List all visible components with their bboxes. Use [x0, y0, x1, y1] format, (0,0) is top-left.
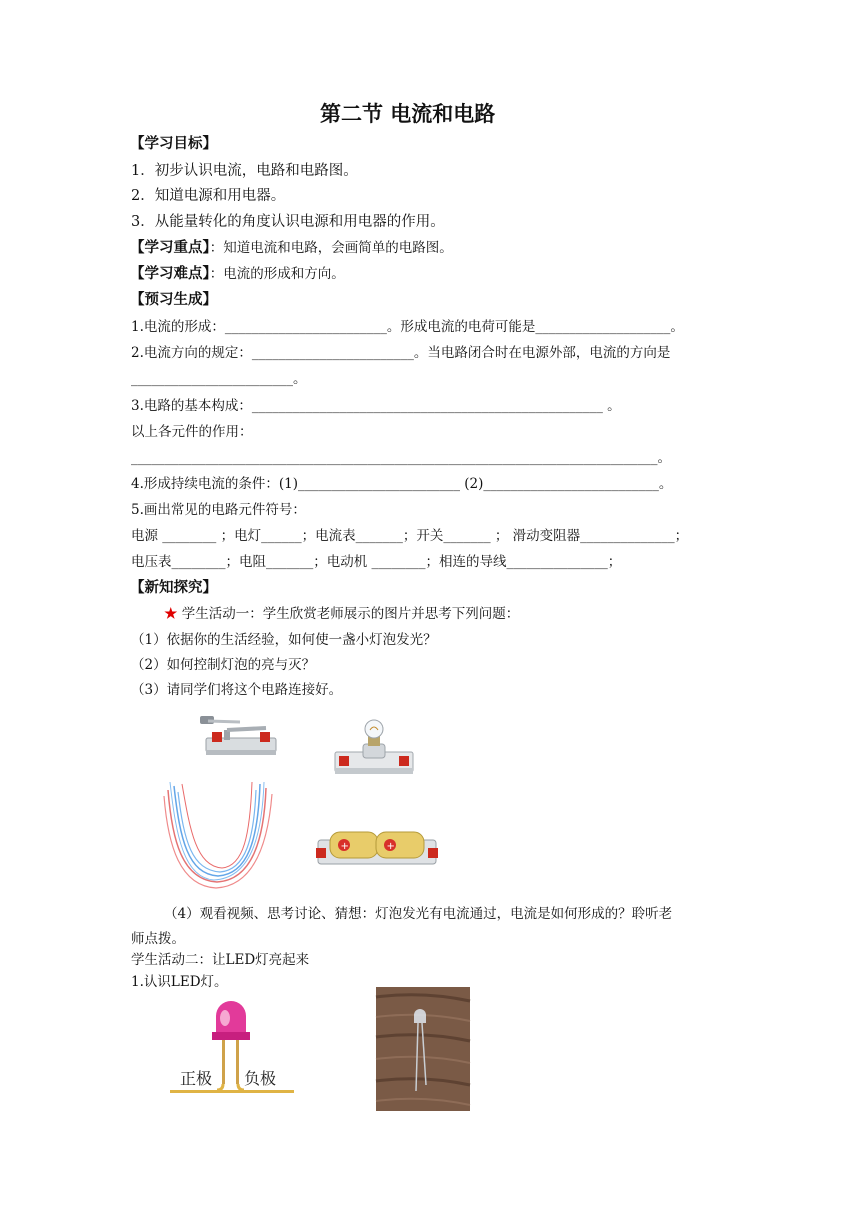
svg-text:+: + [340, 841, 349, 852]
activity-1-question: （1）依据你的生活经验，如何使一盏小灯泡发光？ [131, 632, 437, 648]
preview-question-3: 3.电路的基本构成：____________________________________________________ 。 [131, 398, 621, 414]
preview-question-2-cont: ________________________。 [131, 371, 307, 387]
activity-1-line [164, 604, 519, 624]
key-point-line [130, 238, 453, 258]
activity-1-text: 学生活动一：学生欣赏老师展示的图片并思考下列问题： [177, 606, 520, 622]
battery-holder-image [312, 830, 442, 870]
preview-question-3-blank: ______________________________________________________________________________。 [131, 450, 671, 466]
led-photo-image [376, 987, 470, 1111]
difficulty-text: ：电流的形成和方向。 [209, 266, 345, 282]
light-bulb-image [333, 718, 415, 780]
objective-item: 2．知道电源和用电器。 [131, 188, 286, 204]
difficulty-line [130, 264, 345, 284]
symbol-blanks-line-1: 电源 ________ ；电灯______；电流表_______；开关_______ ； 滑动变阻器______________； [131, 528, 689, 544]
preview-question-1: 1.电流的形成：________________________。形成电流的电荷可能是____________________。 [131, 319, 684, 335]
activity-2-title: 学生活动二：让LED灯亮起来 [131, 952, 310, 968]
star-icon: ★ [164, 606, 178, 622]
svg-text:+: + [386, 841, 395, 852]
led-positive-label: 正极 [180, 1069, 213, 1088]
preview-heading: 【预习生成】 [130, 292, 217, 308]
objectives-heading: 【学习目标】 [130, 136, 217, 152]
key-point-text: ：知道电流和电路，会画简单的电路图。 [209, 240, 453, 256]
preview-question-3-label: 以上各元件的作用： [131, 424, 253, 440]
led-negative-label: 负极 [244, 1069, 277, 1088]
explore-heading: 【新知探究】 [130, 580, 217, 596]
objective-item: 1．初步认识电流，电路和电路图。 [131, 163, 358, 179]
activity-1-question: （3）请同学们将这个电路连接好。 [131, 682, 343, 698]
preview-question-4: 4.形成持续电流的条件：(1)________________________ (2)__________________________。 [131, 476, 673, 492]
wires-image [162, 780, 278, 890]
difficulty-label: 【学习难点】 [130, 266, 210, 282]
preview-question-2: 2.电流方向的规定：________________________。当电路闭合时在电源外部，电流的方向是 [131, 345, 671, 361]
activity-1-question-4: （4）观看视频、思考讨论、猜想：灯泡发光有电流通过，电流是如何形成的？聆听老 [164, 906, 673, 922]
led-intro: 1.认识LED灯。 [131, 974, 228, 990]
page-title: 第二节 电流和电路 [320, 102, 496, 126]
symbol-blanks-line-2: 电压表________；电阻_______；电动机 ________；相连的导线_______________； [131, 554, 622, 570]
objective-item: 3．从能量转化的角度认识电源和用电器的作用。 [131, 214, 445, 230]
activity-1-question: （2）如何控制灯泡的亮与灭？ [131, 657, 316, 673]
knife-switch-image [200, 712, 280, 762]
activity-1-question-4-cont: 师点拨。 [131, 931, 185, 947]
led-diagram-image [170, 1004, 296, 1100]
key-point-label: 【学习重点】 [130, 240, 210, 256]
preview-question-5: 5.画出常见的电路元件符号： [131, 502, 306, 518]
